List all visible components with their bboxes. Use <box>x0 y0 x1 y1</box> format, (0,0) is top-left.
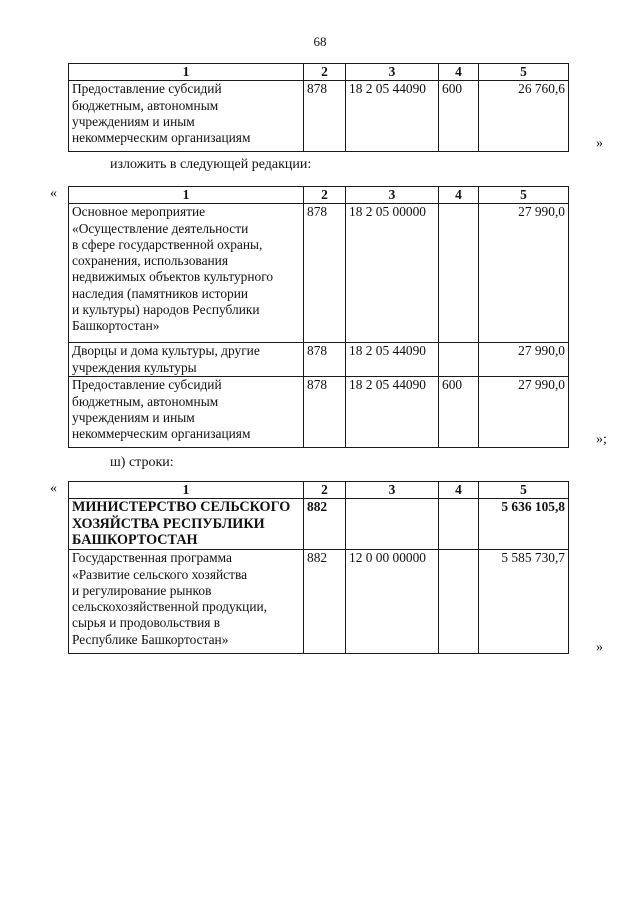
column-header-4: 4 <box>439 187 479 204</box>
cell-amount: 5 585 730,7 <box>479 550 569 654</box>
table-original-row <box>68 63 569 152</box>
table-new-redaction <box>68 186 569 448</box>
cell-expense-type: 600 <box>439 377 479 448</box>
cell-ministry-code: 882 <box>304 550 346 654</box>
cell-name: МИНИСТЕРСТВО СЕЛЬСКОГО ХОЗЯЙСТВА РЕСПУБЛИКИ БАШКОРТОСТАН <box>69 499 304 550</box>
cell-name: Предоставление субсидий бюджетным, автономным учреждениям и иным некоммерческим организациям <box>69 377 304 448</box>
opening-quote: « <box>50 186 57 201</box>
opening-quote: « <box>50 481 57 496</box>
table-row <box>69 343 569 377</box>
cell-amount: 27 990,0 <box>479 204 569 343</box>
table-row <box>69 204 569 343</box>
column-header-1: 1 <box>69 64 304 81</box>
page-number: 68 <box>313 34 327 49</box>
cell-name: Дворцы и дома культуры, другие учреждения культуры <box>69 343 304 377</box>
cell-expense-type <box>439 550 479 654</box>
column-header-5: 5 <box>479 187 569 204</box>
instruction-text: ш) строки: <box>110 455 174 470</box>
column-header-2: 2 <box>304 482 346 499</box>
cell-amount: 27 990,0 <box>479 343 569 377</box>
table-row <box>69 81 569 152</box>
closing-quote: »; <box>596 432 607 447</box>
column-header-4: 4 <box>439 64 479 81</box>
cell-name: Государственная программа «Развитие сельского хозяйства и регулирование рынков сельскохозяйственной продукции, сырья и продовольствия в Республике Башкортостан» <box>69 550 304 654</box>
column-header-1: 1 <box>69 482 304 499</box>
cell-ministry-code: 878 <box>304 204 346 343</box>
cell-target-article: 18 2 05 44090 <box>346 377 439 448</box>
cell-name: Основное мероприятие «Осуществление деятельности в сфере государственной охраны, сохранения, использования недвижимых объектов культурного наследия (памятников истории и культуры) народов Республики Башкортостан» <box>69 204 304 343</box>
column-header-4: 4 <box>439 482 479 499</box>
cell-ministry-code: 882 <box>304 499 346 550</box>
cell-target-article: 18 2 05 00000 <box>346 204 439 343</box>
cell-target-article: 18 2 05 44090 <box>346 81 439 152</box>
column-header-3: 3 <box>346 64 439 81</box>
cell-amount: 26 760,6 <box>479 81 569 152</box>
cell-ministry-code: 878 <box>304 377 346 448</box>
closing-quote: » <box>596 136 603 151</box>
column-header-1: 1 <box>69 187 304 204</box>
closing-quote: » <box>596 640 603 655</box>
cell-ministry-code: 878 <box>304 343 346 377</box>
cell-expense-type <box>439 343 479 377</box>
column-header-2: 2 <box>304 187 346 204</box>
cell-expense-type <box>439 499 479 550</box>
table-row <box>69 377 569 448</box>
cell-expense-type: 600 <box>439 81 479 152</box>
table-header-row <box>69 64 569 81</box>
cell-amount: 27 990,0 <box>479 377 569 448</box>
instruction-text: изложить в следующей редакции: <box>110 157 312 172</box>
cell-expense-type <box>439 204 479 343</box>
column-header-2: 2 <box>304 64 346 81</box>
cell-target-article: 12 0 00 00000 <box>346 550 439 654</box>
table-ministry-rows <box>68 481 569 654</box>
column-header-5: 5 <box>479 64 569 81</box>
table-header-row <box>69 482 569 499</box>
column-header-3: 3 <box>346 187 439 204</box>
cell-target-article <box>346 499 439 550</box>
cell-amount: 5 636 105,8 <box>479 499 569 550</box>
table-header-row <box>69 187 569 204</box>
cell-ministry-code: 878 <box>304 81 346 152</box>
table-row <box>69 499 569 550</box>
cell-name: Предоставление субсидий бюджетным, автономным учреждениям и иным некоммерческим организациям <box>69 81 304 152</box>
column-header-5: 5 <box>479 482 569 499</box>
cell-target-article: 18 2 05 44090 <box>346 343 439 377</box>
column-header-3: 3 <box>346 482 439 499</box>
table-row <box>69 550 569 654</box>
